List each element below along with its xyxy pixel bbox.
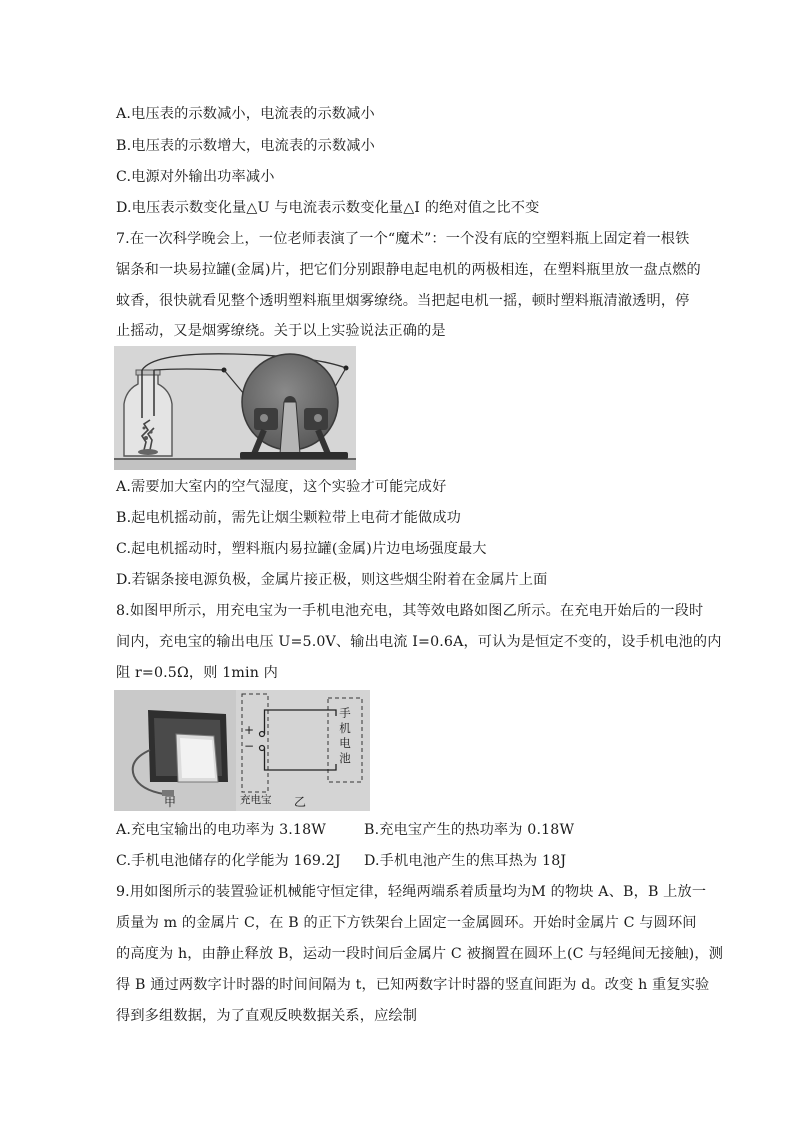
q6-option-d: D.电压表示数变化量△U 与电流表示数变化量△I 的绝对值之比不变 bbox=[116, 200, 540, 216]
q8-option-a: A.充电宝输出的电功率为 3.18W bbox=[116, 822, 327, 838]
q8-option-d: D.手机电池产生的焦耳热为 18J bbox=[364, 853, 567, 869]
q7-option-d: D.若锯条接电源负极，金属片接正极，则这些烟尘附着在金属片上面 bbox=[116, 572, 548, 588]
battery-char: 手 bbox=[339, 706, 351, 720]
figure-label-yi: 乙 bbox=[294, 795, 307, 809]
q8-option-b: B.充电宝产生的热功率为 0.18W bbox=[364, 822, 575, 838]
q9-stem-line: 的高度为 h，由静止释放 B，运动一段时间后金属片 C 被搁置在圆环上(C 与轻绳间无接触)，测 bbox=[116, 946, 724, 962]
q7-stem-line: 止摇动，又是烟雾缭绕。关于以上实验说法正确的是 bbox=[116, 323, 446, 339]
q6-option-a: A.电压表的示数减小，电流表的示数减小 bbox=[116, 106, 375, 122]
q8-stem-line: 间内，充电宝的输出电压 U=5.0V、输出电流 I=0.6A，可认为是恒定不变的，设手机电池的内 bbox=[116, 634, 722, 650]
q6-option-c: C.电源对外输出功率减小 bbox=[116, 169, 275, 185]
q7-figure-electrostatic-generator bbox=[114, 346, 356, 470]
q8-figure-charging-circuit bbox=[114, 690, 370, 811]
q8-stem-line: 阻 r=0.5Ω，则 1min 内 bbox=[116, 665, 278, 681]
phone-battery-label bbox=[338, 706, 352, 766]
plus-sign: + bbox=[244, 723, 255, 737]
battery-char: 池 bbox=[339, 751, 351, 765]
q8-option-c: C.手机电池储存的化学能为 169.2J bbox=[116, 853, 341, 869]
q7-stem-line: 蚊香，很快就看见整个透明塑料瓶里烟雾缭绕。当把起电机一摇，顿时塑料瓶清澈透明，停 bbox=[116, 293, 690, 309]
q7-stem-line: 7.在一次科学晚会上，一位老师表演了一个“魔术”：一个没有底的空塑料瓶上固定着一根铁 bbox=[116, 231, 690, 247]
q7-option-a: A.需要加大室内的空气湿度，这个实验才可能完成好 bbox=[116, 479, 447, 495]
q9-stem-line: 9.用如图所示的装置验证机械能守恒定律，轻绳两端系着质量均为M 的物块 A、B，B 上放一 bbox=[116, 884, 707, 900]
q9-stem-line: 质量为 m 的金属片 C，在 B 的正下方铁架台上固定一金属圆环。开始时金属片 C 与圆环间 bbox=[116, 915, 697, 931]
battery-char: 机 bbox=[339, 721, 351, 735]
q9-stem-line: 得到多组数据，为了直观反映数据关系，应绘制 bbox=[116, 1008, 418, 1024]
q7-option-b: B.起电机摇动前，需先让烟尘颗粒带上电荷才能做成功 bbox=[116, 510, 461, 526]
battery-char: 电 bbox=[339, 736, 351, 750]
minus-sign: − bbox=[244, 739, 255, 753]
q7-option-c: C.起电机摇动时，塑料瓶内易拉罐(金属)片边电场强度最大 bbox=[116, 541, 487, 557]
power-bank-label: 充电宝 bbox=[240, 794, 272, 806]
figure-label-jia: 甲 bbox=[164, 795, 177, 809]
q7-stem-line: 锯条和一块易拉罐(金属)片，把它们分别跟静电起电机的两极相连，在塑料瓶里放一盘点燃的 bbox=[116, 262, 701, 278]
q8-stem-line: 8.如图甲所示，用充电宝为一手机电池充电，其等效电路如图乙所示。在充电开始后的一段时 bbox=[116, 603, 704, 619]
q9-stem-line: 得 B 通过两数字计时器的时间间隔为 t，已知两数字计时器的竖直间距为 d。改变 h 重复实验 bbox=[116, 977, 710, 993]
q6-option-b: B.电压表的示数增大，电流表的示数减小 bbox=[116, 138, 375, 154]
